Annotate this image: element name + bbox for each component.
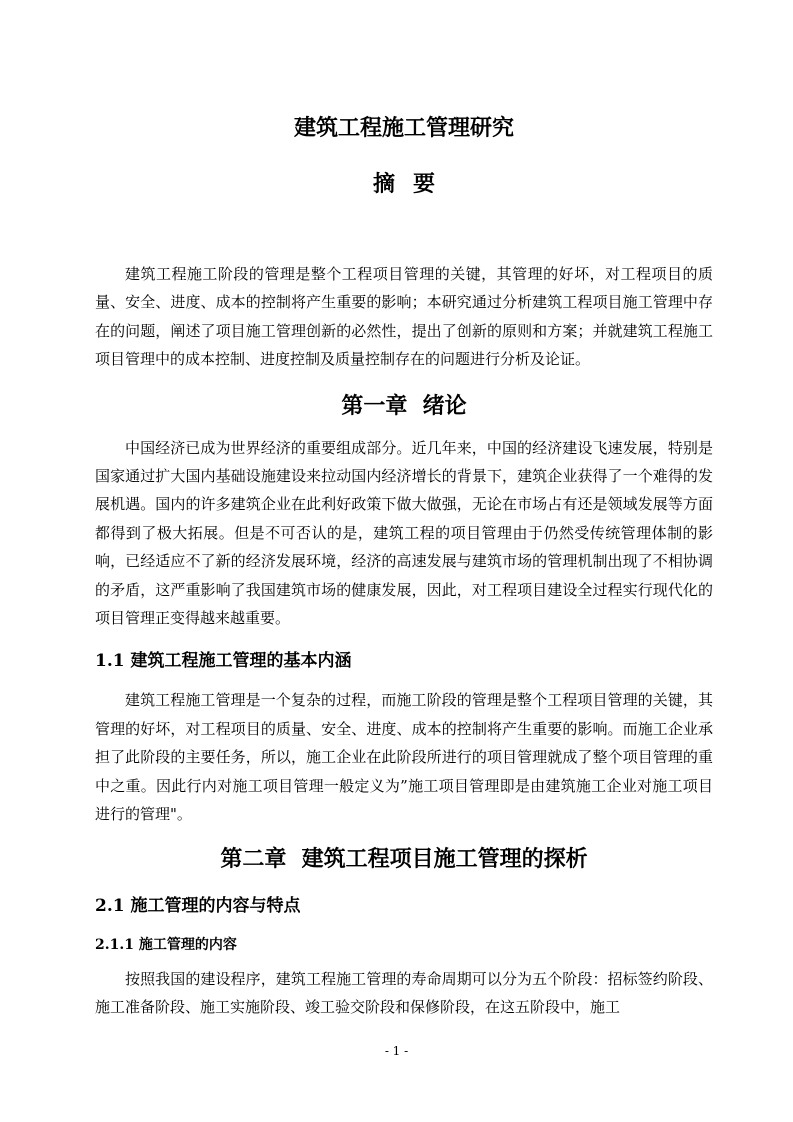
chapter-2-title: 第二章 建筑工程项目施工管理的探析: [220, 845, 588, 872]
section-1-1-title: 1.1 建筑工程施工管理的基本内涵: [95, 651, 352, 672]
abstract-paragraph: 建筑工程施工阶段的管理是整个工程项目管理的关键，其管理的好坏，对工程项目的质量、安全、进度、成本的控制将产生重要的影响；本研究通过分析建筑工程项目施工管理中存在的问题，阐述了项目施工管理创新的必然性，提出了创新的原则和方案；并就建筑工程施工项目管理中的成本控制、进度控制及质量控制存在的问题进行分析及论证。: [95, 265, 713, 369]
page-number: - 1 -: [384, 1044, 409, 1058]
subsection-2-1-1-title: 2.1.1 施工管理的内容: [95, 936, 237, 953]
page-content: [95, 110, 713, 1021]
abstract-heading: 摘要: [372, 171, 453, 197]
subsection-2-1-1-paragraph: 按照我国的建设程序，建筑工程施工管理的寿命周期可以分为五个阶段：招标签约阶段、施工准备阶段、施工实施阶段、竣工验交阶段和保修阶段，在这五阶段中，施工: [95, 969, 713, 1016]
chapter-1-title: 第一章 绪论: [341, 392, 467, 419]
section-2-1-title: 2.1 施工管理的内容与特点: [95, 895, 301, 916]
section-1-1-paragraph: 建筑工程施工管理是一个复杂的过程，而施工阶段的管理是整个工程项目管理的关键，其管理的好坏，对工程项目的质量、安全、进度、成本的控制将产生重要的影响。而施工企业承担了此阶段的主要任务，所以，施工企业在此阶段所进行的项目管理就成了整个项目管理的重中之重。因此行内对施工项目管理一般定义为”施工项目管理即是由建筑施工企业对施工项目进行的管理"。: [95, 691, 713, 824]
chapter-1-intro-paragraph: 中国经济已成为世界经济的重要组成部分。近几年来，中国的经济建设飞速发展，特别是国家通过扩大国内基础设施建设来拉动国内经济增长的背景下，建筑企业获得了一个难得的发展机遇。国内的许多建筑企业在此利好政策下做大做强，无论在市场占有还是领域发展等方面都得到了极大拓展。但是不可否认的是，建筑工程的项目管理由于仍然受传统管理体制的影响，已经适应不了新的经济发展环境，经济的高速发展与建筑市场的管理机制出现了不相协调的矛盾，这严重影响了我国建筑市场的健康发展，因此，对工程项目建设全过程实行现代化的项目管理正变得越来越重要。: [95, 438, 713, 628]
document-title: 建筑工程施工管理研究: [293, 115, 514, 141]
